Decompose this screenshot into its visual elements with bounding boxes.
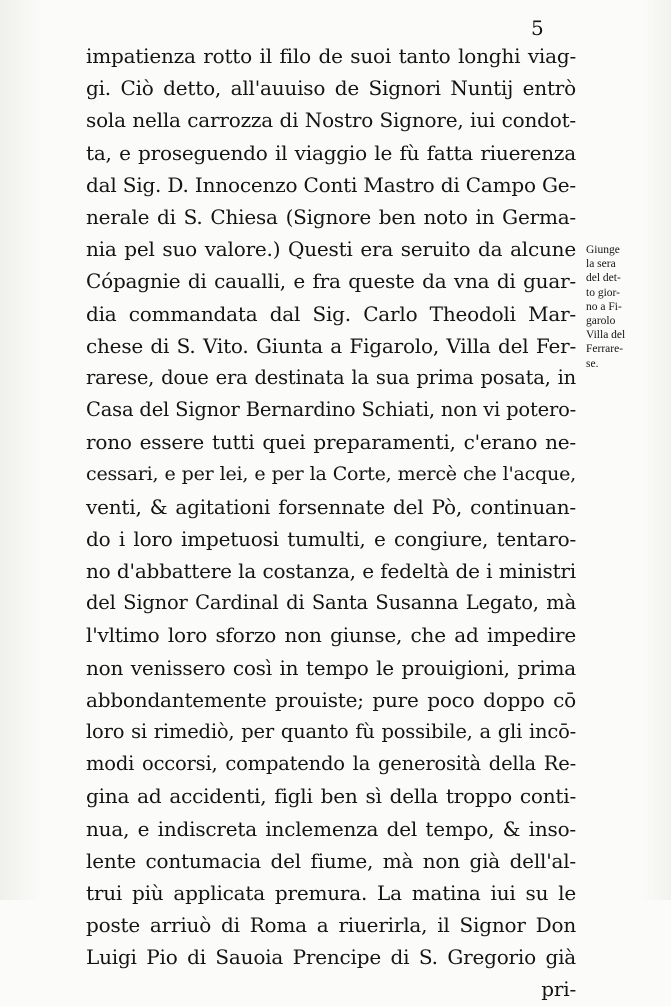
- text-line: ta, e proseguendo il viaggio le fù fatta riuerenza: [86, 140, 576, 165]
- body-text: [86, 40, 576, 1006]
- text-line: impatienza rotto il filo de suoi tanto longhi viag-: [86, 44, 576, 68]
- text-line: abbondantemente prouiste; pure poco doppo cō: [86, 687, 576, 712]
- text-line: Luigi Pio di Sauoia Prencipe di S. Gregorio già: [86, 945, 576, 970]
- text-line: dal Sig. D. Innocenzo Conti Mastro di Campo Ge-: [86, 172, 576, 197]
- text-line: gina ad accidenti, figli ben sì della troppo conti-: [86, 784, 576, 809]
- margin-note-line: la sera: [586, 258, 616, 271]
- text-line: cessari, e per lei, e per la Corte, mercè che l'acque,: [86, 463, 576, 486]
- text-line: chese di S. Vito. Giunta a Figarolo, Villa del Fer-: [86, 333, 576, 358]
- margin-note-line: del det-: [586, 272, 621, 285]
- text-line: trui più applicata premura. La matina iui su le: [86, 880, 576, 905]
- text-line: loro si rimediò, per quanto fù possibile, a gli incō-: [86, 719, 576, 743]
- text-line: nerale di S. Chiesa (Signore ben noto in Germa-: [86, 204, 576, 229]
- text-line: Cópagnie di caualli, e fra queste da vna di guar-: [86, 269, 576, 294]
- text-line: rarese, doue era destinata la sua prima posata, in: [86, 365, 576, 389]
- margin-note-line: se.: [586, 357, 599, 370]
- text-line: l'vltimo loro sforzo non giunse, che ad impedire: [86, 623, 576, 648]
- text-line: no d'abbattere la costanza, e fedeltà de i ministri: [86, 559, 576, 583]
- text-line: sola nella carrozza di Nostro Signore, iui condot-: [86, 108, 576, 133]
- margin-note-line: Villa del: [586, 329, 626, 342]
- text-line: poste arriuò di Roma a riuerirla, il Signor Don: [86, 913, 576, 938]
- text-line: non venissero così in tempo le prouigioni, prima: [86, 655, 576, 680]
- catchword: pri-: [541, 977, 576, 1002]
- margin-note-line: Ferrare-: [586, 343, 624, 356]
- text-line: venti, & agitationi forsennate del Pò, continuan-: [86, 494, 576, 519]
- text-line: modi occorsi, compatendo la generosità della Re-: [86, 752, 576, 776]
- margin-note-line: Giunge: [586, 244, 620, 256]
- text-line: del Signor Cardinal di Santa Susanna Legato, mà: [86, 591, 576, 615]
- text-line: rono essere tutti quei preparamenti, c'erano ne-: [86, 430, 576, 455]
- margin-note-line: garolo: [586, 315, 616, 328]
- text-line: nia pel suo valore.) Questi era seruito da alcune: [86, 237, 576, 262]
- margin-note-line: no a Fi-: [586, 300, 622, 313]
- text-line: gi. Ciò detto, all'auuiso de Signori Nuntij entrò: [86, 76, 576, 101]
- page-number: 5: [531, 16, 544, 40]
- text-line: do i loro impetuosi tumulti, e congiure, tentaro-: [86, 526, 576, 551]
- text-line: nua, e indiscreta inclemenza del tempo, & inso-: [86, 816, 576, 841]
- text-line: lente contumacia del fiume, mà non già dell'al-: [86, 848, 576, 873]
- text-line: dia commandata dal Sig. Carlo Theodoli Mar-: [86, 301, 576, 326]
- margin-note-line: to gior-: [586, 286, 620, 299]
- margin-note: [586, 243, 658, 371]
- text-line: Casa del Signor Bernardino Schiati, non vi potero-: [86, 398, 576, 422]
